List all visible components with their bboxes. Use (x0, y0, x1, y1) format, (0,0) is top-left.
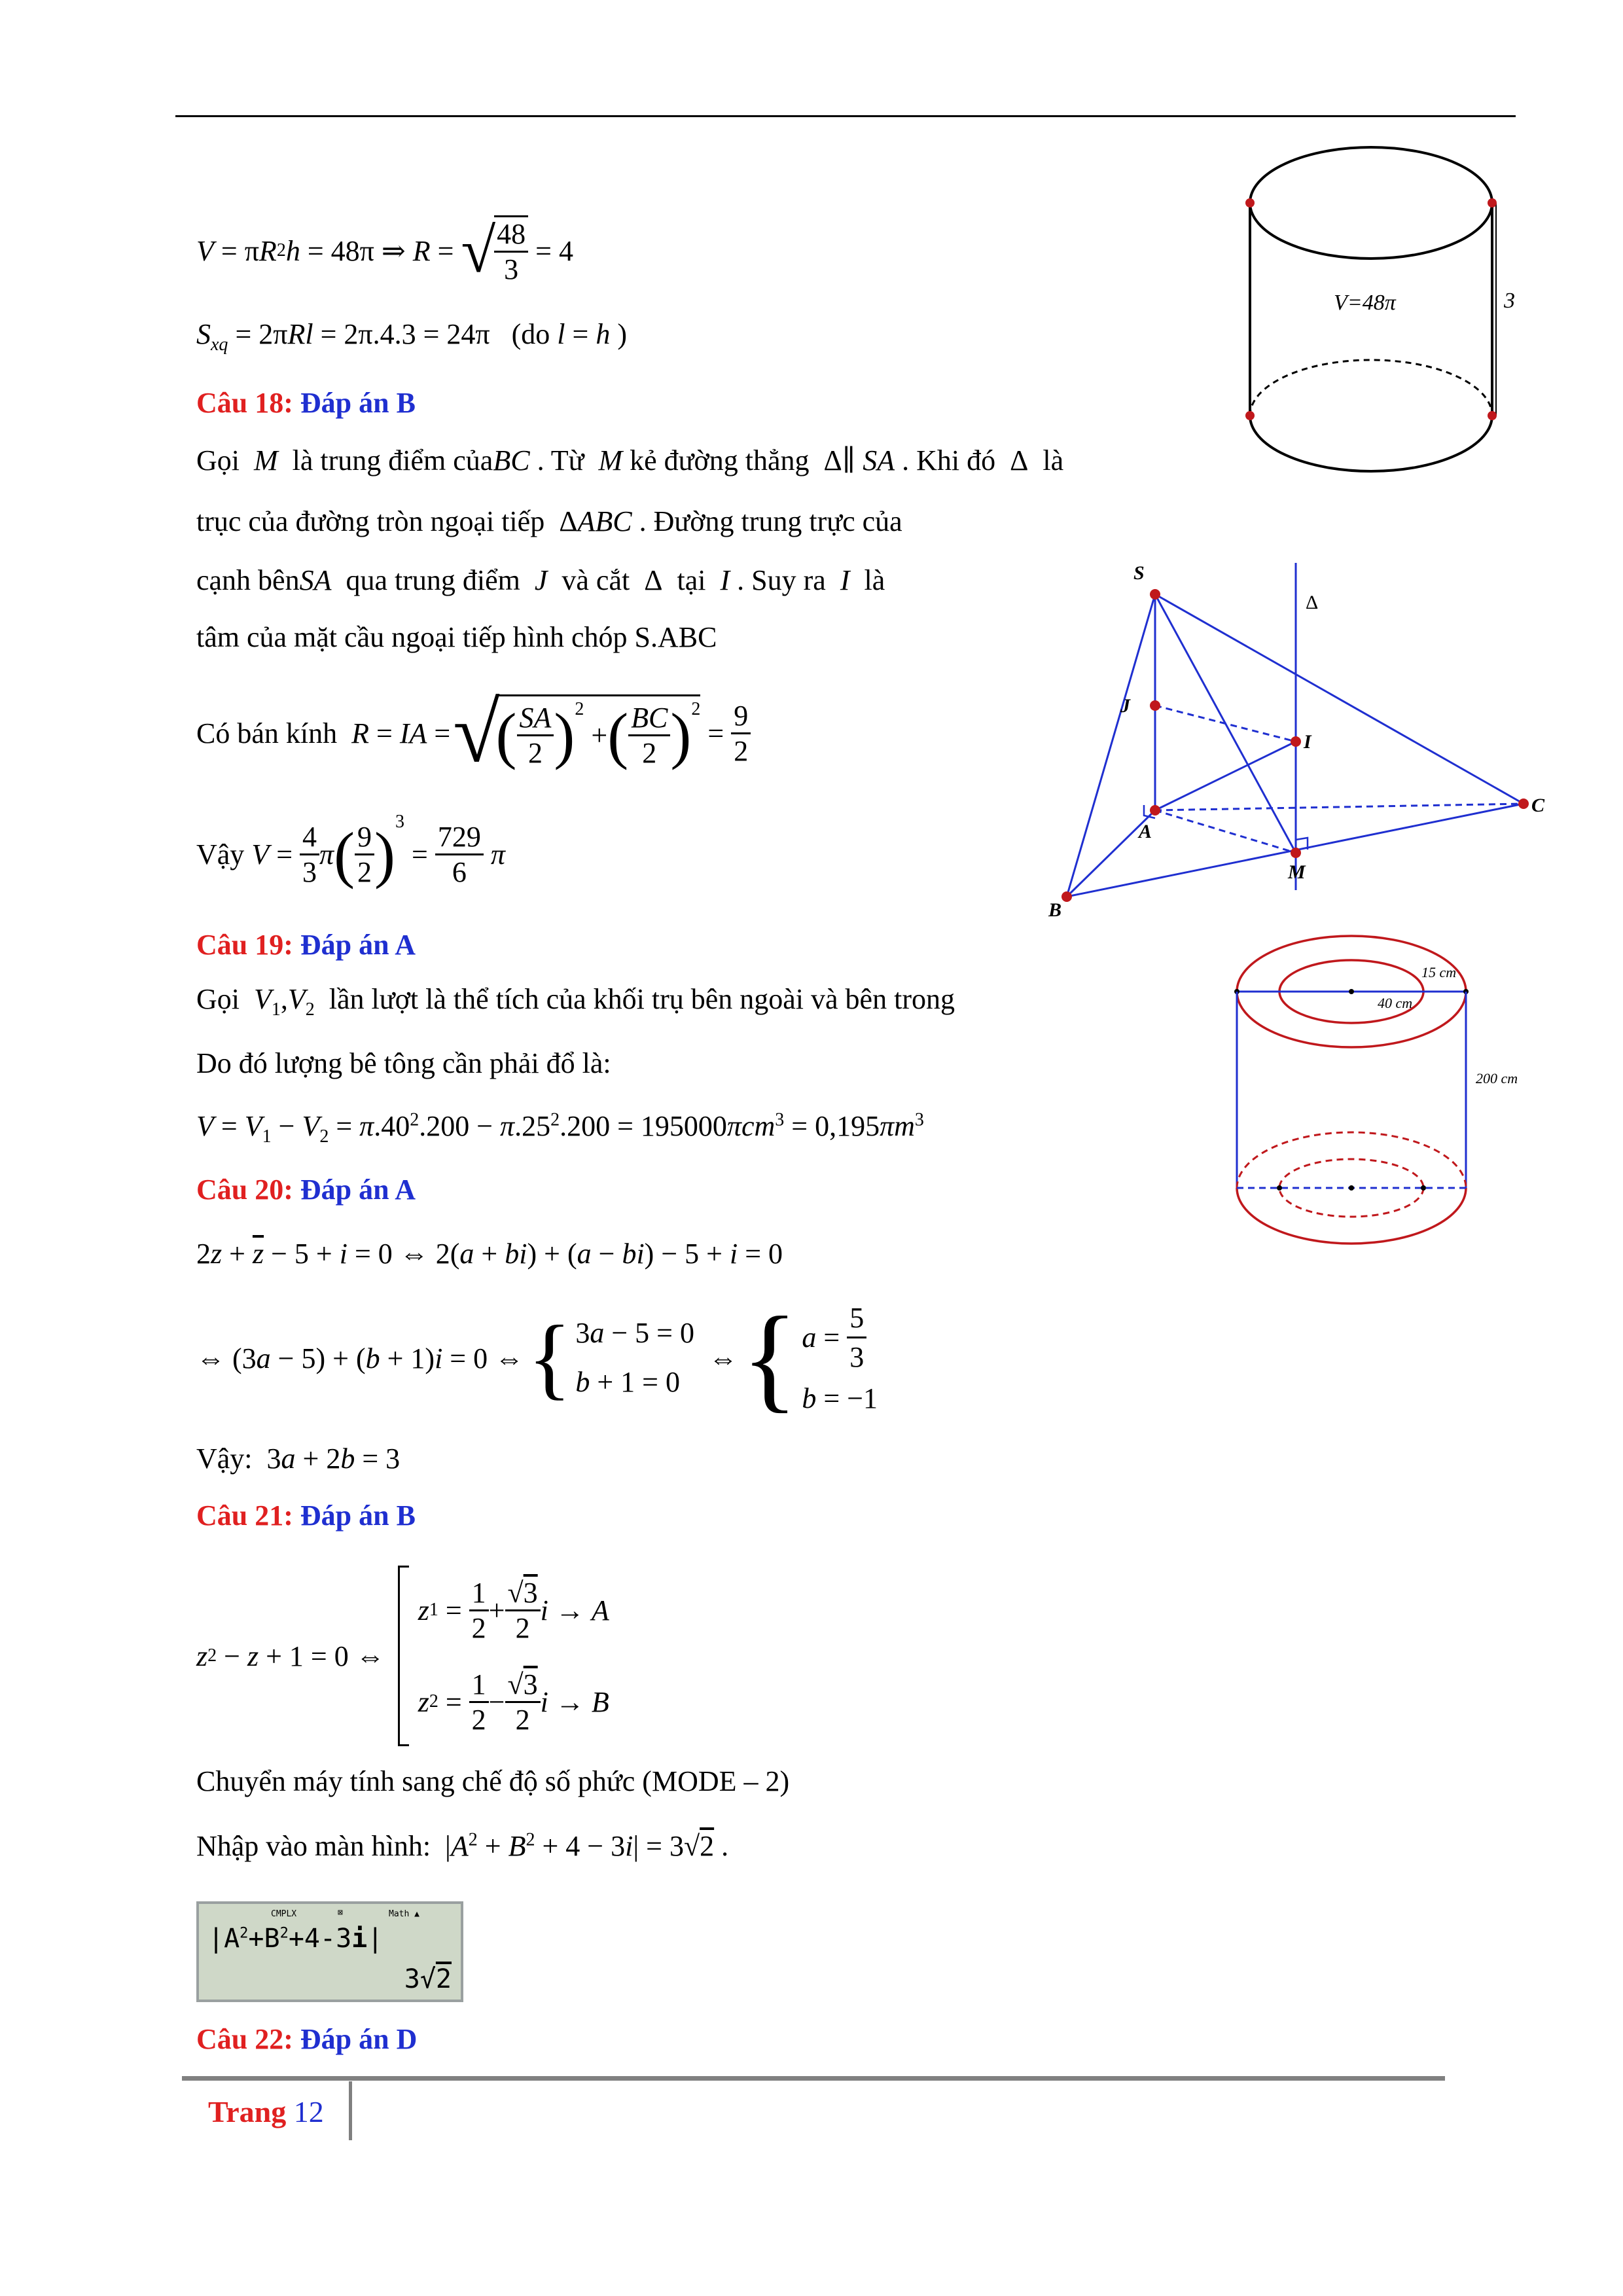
q19-volume-equation: $V = V_1 - V_2 = \pi.40^2.200 - \pi.25^2.200 = 195000\pi cm^3 = 0,195\pi m^3$ (196, 1109, 924, 1147)
pipe-bottom-outer-back (1237, 1132, 1466, 1188)
pipe-inner-label: 15 cm (1421, 964, 1457, 980)
pyramid-label-m: M (1288, 861, 1306, 883)
q22-header: Câu 22: Đáp án D (196, 2023, 418, 2055)
footer-divider (349, 2081, 352, 2140)
cylinder-figure (1224, 144, 1518, 497)
q19-paragraph-line-2: Do đó lượng bê tông cần phải đổ là: (196, 1047, 611, 1079)
pyramid-edge-ai (1155, 742, 1296, 810)
pyramid-edge-sc (1155, 594, 1524, 804)
pipe-bottom-outer-front (1237, 1188, 1466, 1244)
q21-equation: z 2 − z + 1 = 0 ⇔ z 1 = $\frac{1}{2}$ + $\frac{√3}{2}$ i → A z 2 = $\frac{1}{2}$ − $\frac{√3}{2}$ i → B (196, 1561, 609, 1751)
pipe-top-center (1349, 989, 1354, 994)
pipe-figure (1230, 926, 1538, 1266)
q17-sxq-equation: $S_{xq} = 2\pi Rl = 2\pi.4.3 = 24\pi$ (do l = h ) (196, 318, 628, 355)
top-rule (175, 115, 1516, 117)
q18-volume-equation: Vậy V = $\frac{4}{3}$ π ( $\frac{9}{2}$ ) $^3$ = $\frac{729}{6}$ π (196, 812, 505, 889)
q17-volume-equation: V = π R 2 h = 48π ⇒ R = √ $\frac{48}{3}$ = 4 (196, 215, 573, 285)
calc-result: 3√2 (404, 1964, 452, 1994)
pipe-bottom-inner-left (1277, 1185, 1282, 1191)
cylinder-point-bottom-left (1245, 411, 1255, 420)
cylinder-top-ellipse (1250, 147, 1492, 259)
calc-mode-cmplx: CMPLX (271, 1909, 297, 1919)
pyramid-edge-sb (1067, 594, 1155, 897)
pipe-bottom-center (1349, 1185, 1354, 1191)
pyramid-point-a (1150, 805, 1160, 816)
q18-header: Câu 18: Đáp án B (196, 387, 416, 419)
pyramid-edge-ji (1155, 706, 1296, 742)
pyramid-label-delta: Δ (1306, 592, 1319, 613)
q18-radius-equation: Có bán kính R = IA = √ ( $\frac{SA}{2}$ ) $^2$ + ( $\frac{BC}{2}$ ) $^2$ = $\frac{9}{2}$ (196, 684, 751, 782)
pipe-height-label: 200 cm (1476, 1070, 1518, 1086)
cylinder-point-top-left (1245, 198, 1255, 207)
q19-paragraph-line-1: Gọi $V_1,V_2$ lần lượt là thể tích của khối trụ bên ngoài và bên trong (196, 983, 955, 1020)
pyramid-point-i (1291, 736, 1301, 747)
cylinder-point-top-right (1488, 198, 1497, 207)
pyramid-point-j (1150, 700, 1160, 711)
cylinder-height-label: 3 (1504, 289, 1515, 313)
pyramid-label-i: I (1304, 731, 1311, 753)
pyramid-label-a: A (1139, 821, 1152, 842)
q20-equation-2: ⇔ (3 a − 5) + ( b + 1) i = 0 ⇔ { 3a − 5 = 0 b + 1 = 0 ⇔ { a = $\frac{5}{3}$ b = −1 (196, 1293, 878, 1423)
calc-expression: $|A^2+B^2+4-3i|$ (208, 1924, 383, 1954)
calc-mode-math: Math ▲ (389, 1909, 419, 1919)
pyramid-point-s (1150, 589, 1160, 600)
pyramid-point-c (1518, 798, 1529, 809)
pipe-outer-label: 40 cm (1378, 995, 1413, 1011)
pyramid-label-s: S (1133, 562, 1145, 584)
pyramid-point-b (1061, 891, 1072, 902)
q20-result: Vậy: 3a + 2b = 3 (196, 1443, 401, 1475)
pyramid-figure (1034, 556, 1558, 923)
q21-paragraph-line-2: Nhập vào màn hình: $|A^2 + B^2 + 4 - 3i| = 3√2$ . (196, 1829, 729, 1862)
cylinder-point-bottom-right (1488, 411, 1497, 420)
calc-mode-icon: ⊠ (338, 1908, 343, 1918)
q21-header: Câu 21: Đáp án B (196, 1499, 416, 1532)
q18-paragraph-line-2: trục của đường tròn ngoại tiếp ΔABC . Đường trung trực của (196, 505, 902, 537)
cylinder-volume-label: V=48π (1334, 291, 1396, 315)
q20-equation-1: $2z + \overline{z} - 5 + i = 0$ ⇔ 2(a + bi) + (a − bi) − 5 + i = 0 (196, 1238, 783, 1270)
cylinder-bottom-back (1250, 360, 1492, 416)
calculator-screen (196, 1901, 463, 2002)
pyramid-edge-ac (1155, 804, 1524, 810)
q21-paragraph-line-1: Chuyển máy tính sang chế độ số phức (MODE – 2) (196, 1765, 790, 1797)
pyramid-edge-am (1155, 810, 1296, 853)
q18-paragraph-line-3: cạnh bênSA qua trung điểm J và cắt Δ tại I . Suy ra I là (196, 564, 885, 596)
pyramid-label-b: B (1048, 899, 1062, 921)
q19-header: Câu 19: Đáp án A (196, 929, 416, 961)
q18-paragraph-line-4: tâm của mặt cầu ngoại tiếp hình chóp S.ABC (196, 621, 717, 653)
pyramid-label-c: C (1531, 795, 1545, 816)
q20-header: Câu 20: Đáp án A (196, 1174, 416, 1206)
pyramid-point-m (1291, 848, 1301, 858)
q18-paragraph-line-1: Gọi M là trung điểm củaBC . Từ M kẻ đường thẳng Δ∥ SA . Khi đó Δ là (196, 444, 1064, 476)
footer-page-label: Trang 12 (208, 2095, 324, 2128)
footer-rule (182, 2076, 1445, 2081)
pyramid-label-j: J (1120, 695, 1130, 717)
pipe-bottom-inner-right (1421, 1185, 1426, 1191)
cylinder-bottom-front (1250, 416, 1492, 471)
